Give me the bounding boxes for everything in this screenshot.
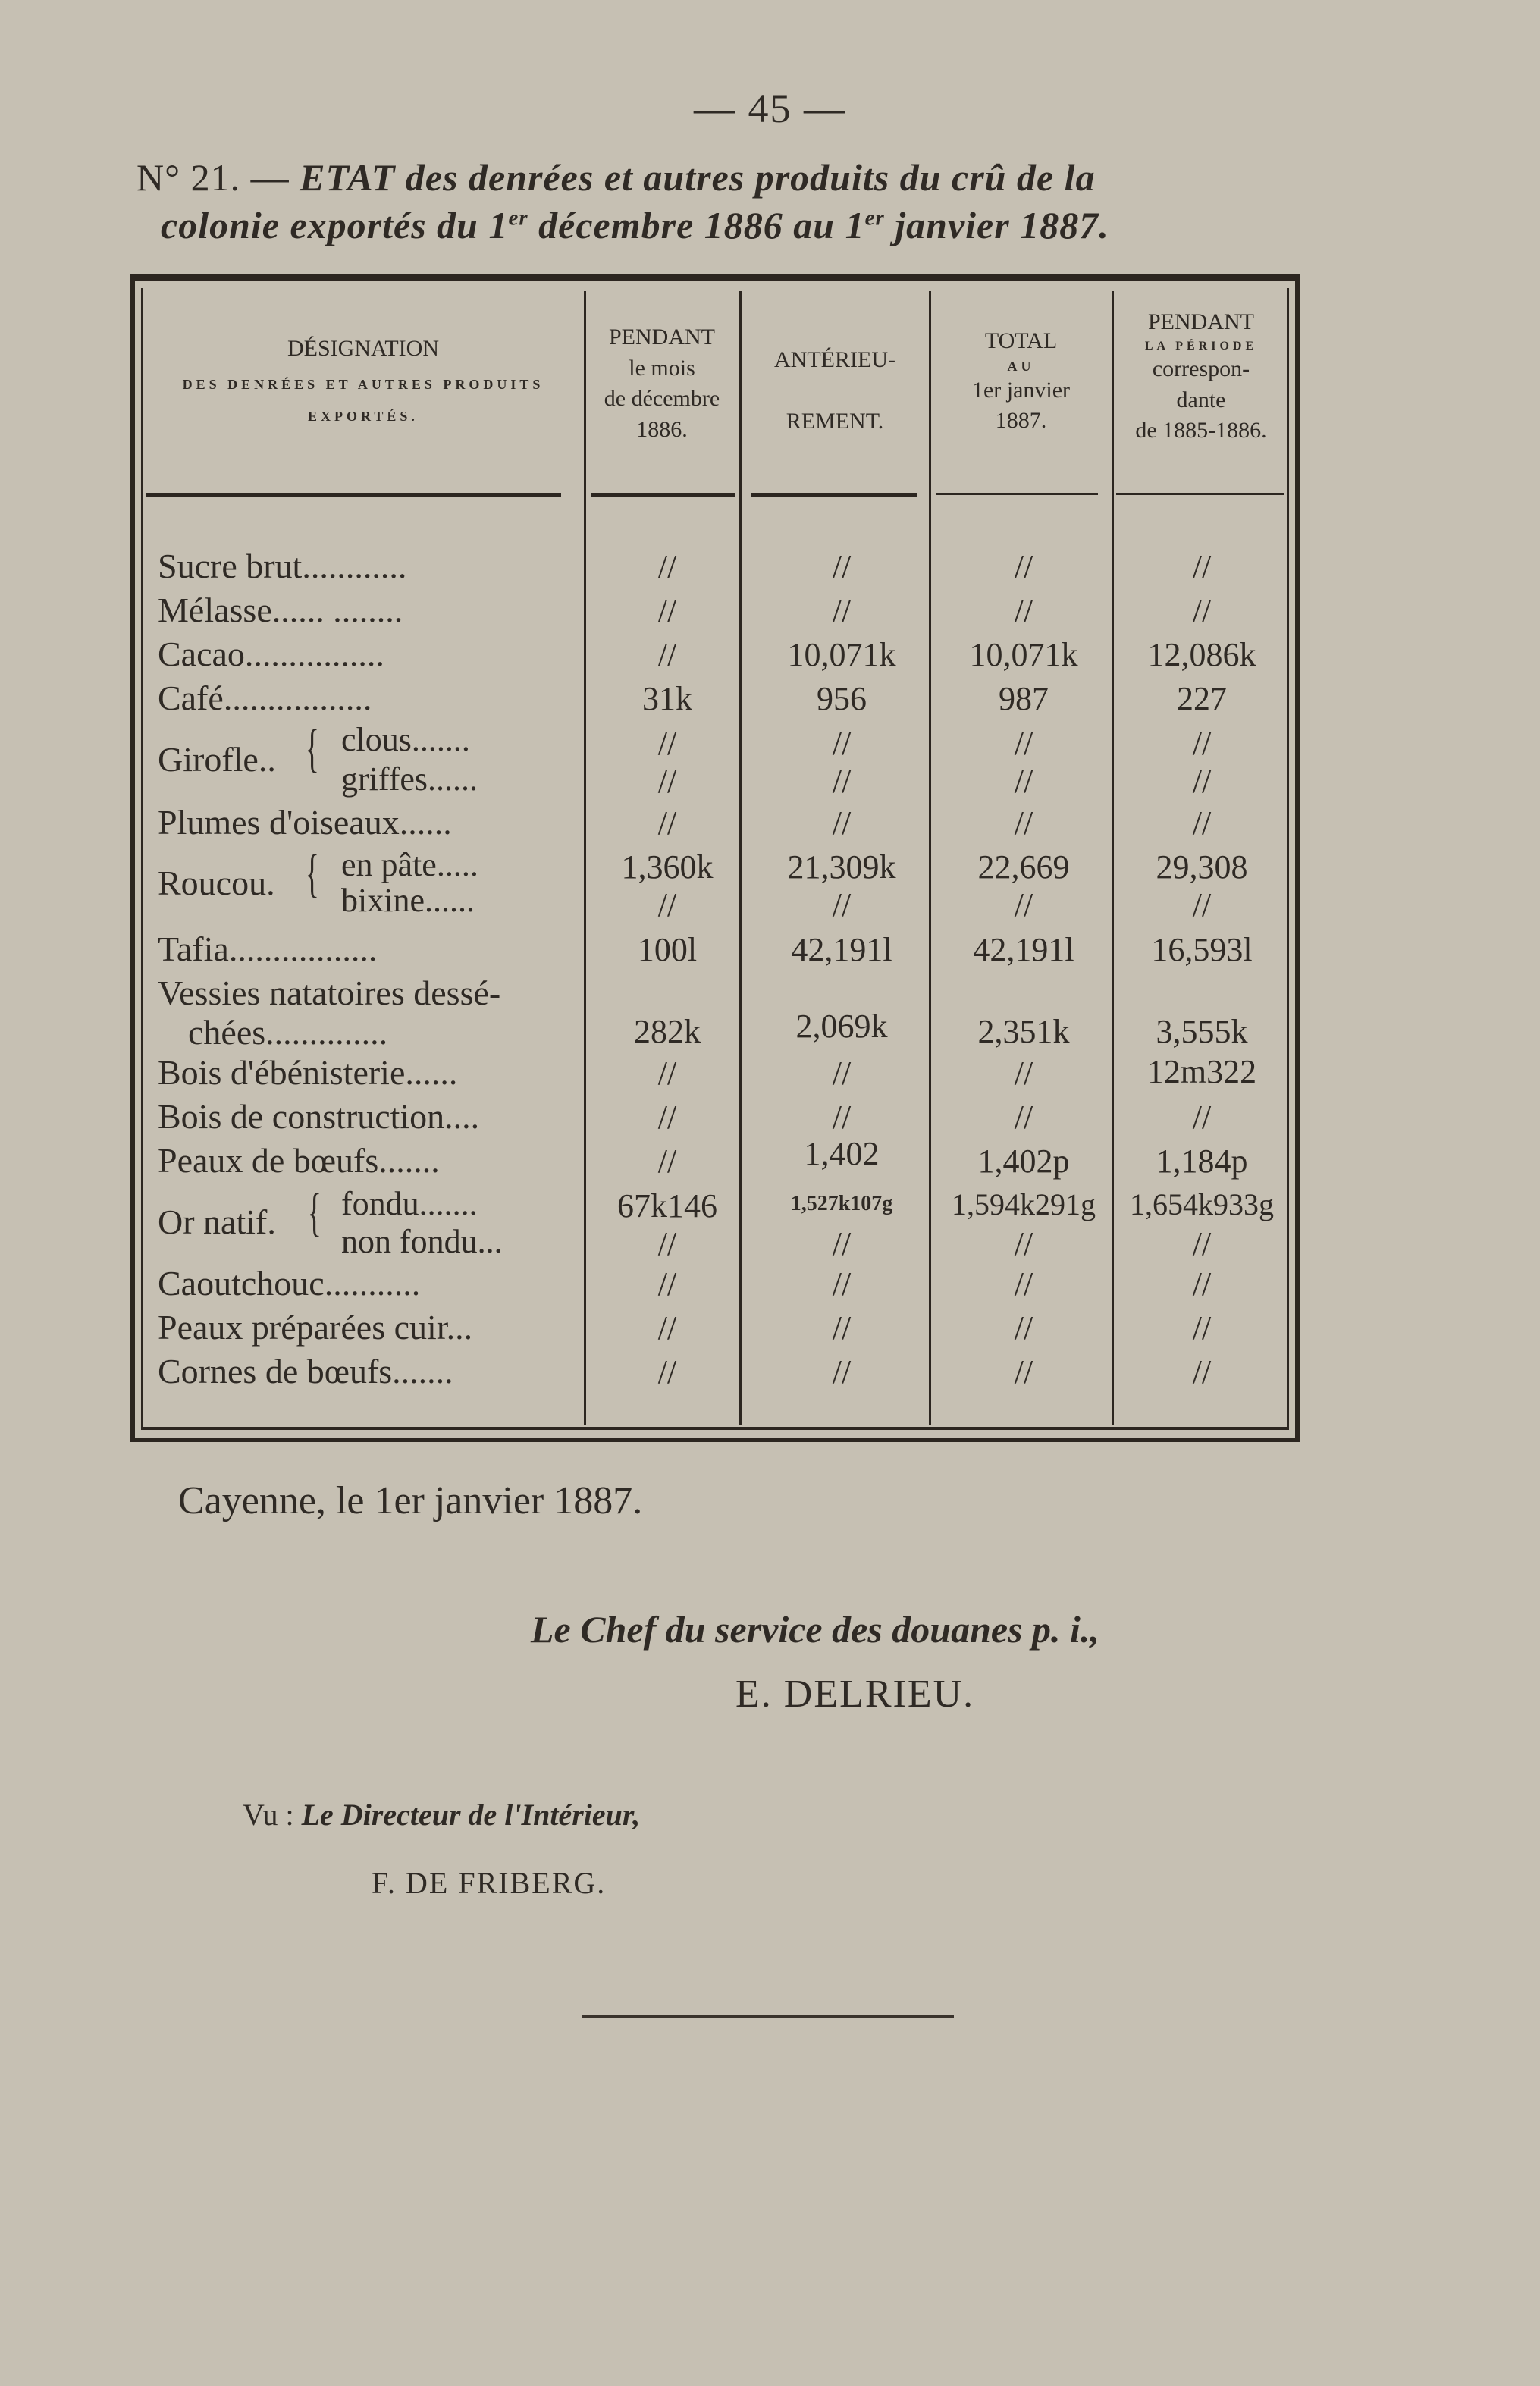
vu-line [243,1797,640,1833]
signature-role: Le Chef du service des douanes p. i., [531,1608,1099,1651]
header-rule [146,493,561,497]
header-rule [591,493,735,497]
page-number: — 45 — [694,86,846,131]
header-designation: DÉSIGNATION DES DENRÉES ET AUTRES PRODUITS EXPORTÉS. [182,336,544,424]
title-line-1-rest: des denrées et autres produits du crû de la [405,156,1096,199]
header-pendant-mois: PENDANT le mois de décembre 1886. [604,325,720,442]
dateline: Cayenne, le 1er janvier 1887. [178,1479,643,1522]
title-dash: — [250,156,290,199]
header-periode: PENDANT LA PÉRIODE correspon- dante de 1885-1886. [1135,309,1267,444]
table-number: N° 21. [136,156,241,199]
brace: { [305,720,320,778]
header-total: TOTAL AU 1er janvier 1887. [971,328,1071,434]
closing-rule [582,2015,954,2018]
header-anterieurement: ANTÉRIEU- REMENT. [774,347,895,434]
document-title-line-1 [136,155,1319,199]
document-title-line-2: colonie exportés du 1er décembre 1886 au 1er janvier 1887. [161,204,1109,246]
vu-role: Le Directeur de l'Intérieur, [301,1798,641,1832]
header-rule [751,493,917,497]
header-rule [936,493,1098,495]
title-etat: ETAT [300,156,396,199]
header-rule [1116,493,1284,495]
vu-prefix: Vu : [243,1798,294,1832]
signature-name: E. DELRIEU. [735,1673,975,1716]
vu-name: F. DE FRIBERG. [372,1866,607,1900]
brace: { [307,1184,322,1242]
brace: { [305,845,320,903]
